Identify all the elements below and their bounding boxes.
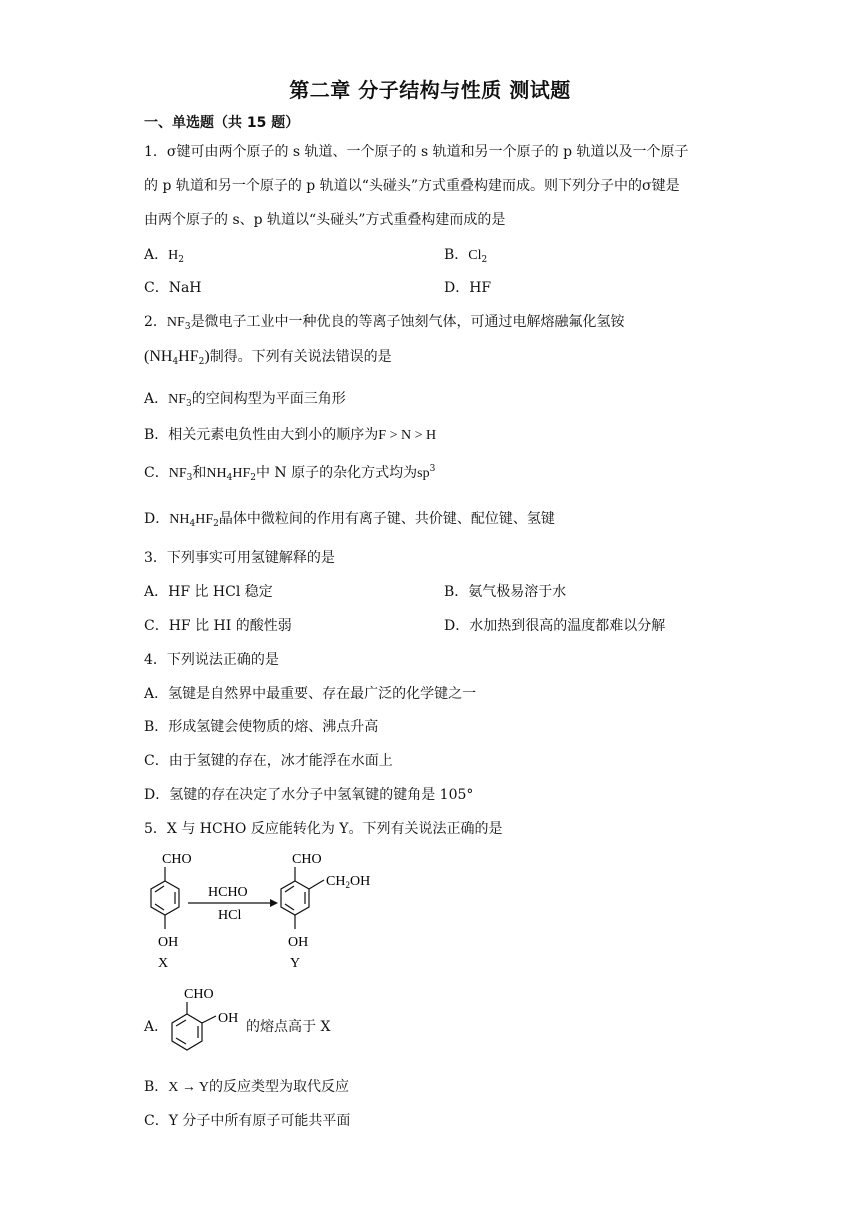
q2-option-c-subscript: 3	[186, 473, 193, 483]
q2-option-a-label: A．	[144, 391, 169, 407]
q3-option-c: C．HF 比 HI 的酸性弱	[144, 618, 292, 634]
q2-option-b	[144, 424, 436, 444]
q1-option-b-label: B．	[444, 247, 469, 263]
y-cho-label: CHO	[292, 852, 322, 867]
y-ch2oh-label	[326, 874, 370, 890]
y-ring-double-bond	[285, 904, 294, 910]
q2-option-d-formula: HF	[195, 512, 214, 527]
x-cho-label: CHO	[162, 852, 192, 867]
q2-formula-subscript: 2	[198, 357, 205, 367]
q2-option-c-subscript: 4	[226, 473, 233, 483]
q2-formula-nf3: NF	[166, 315, 185, 330]
q3-option-a: A．HF 比 HCl 稳定	[144, 584, 273, 600]
q2-stem-text-2: 制得。下列有关说法错误的是	[209, 349, 392, 365]
q4-option-c: C．由于氢键的存在，冰才能浮在水面上	[144, 753, 393, 769]
q2-option-d-formula: NH	[169, 512, 190, 527]
q2-option-c-formula: NF	[168, 466, 187, 481]
q1-option-a	[144, 244, 184, 265]
q2-option-d-text: 晶体中微粒间的作用有离子键、共价键、配位键、氢键	[218, 511, 555, 527]
opt-a-oh-label: OH	[218, 1011, 239, 1026]
q2-formula-part: )	[204, 348, 210, 365]
q4-option-b: B．形成氢键会使物质的熔、沸点升高	[144, 719, 379, 735]
q1-option-a-label: A．	[144, 247, 169, 263]
x-ring-double-bond	[155, 904, 164, 910]
q2-option-c	[144, 462, 435, 483]
y-ring-double-bond	[285, 886, 294, 892]
opt-a-cho-label: CHO	[184, 987, 214, 1002]
opt-a-ring-double-bond	[176, 1038, 186, 1044]
q1-option-a-subscript: 2	[178, 255, 184, 265]
q5-option-b	[144, 1076, 349, 1096]
y-ch2oh-bond	[309, 880, 324, 889]
reagent-hcho: HCHO	[208, 885, 248, 900]
q3-option-b: B．氨气极易溶于水	[444, 584, 567, 600]
q2-formula-subscript: 4	[172, 357, 179, 367]
q2-option-c-formula: HF	[232, 466, 251, 481]
section-heading: 一、单选题（共 15 题）	[144, 115, 300, 131]
q2-option-d-label: D．	[144, 511, 170, 527]
q2-option-a-subscript: 3	[186, 399, 192, 409]
y-compound-label: Y	[290, 956, 301, 971]
q2-option-d-subscript: 2	[213, 519, 219, 529]
q5-option-b-label: B．	[144, 1079, 169, 1095]
q2-formula-subscript: 3	[184, 322, 191, 332]
x-ring-double-bond	[155, 886, 164, 892]
reaction-scheme-figure	[140, 845, 400, 975]
q3-stem: 3．下列事实可用氢键解释的是	[144, 550, 335, 566]
q2-stem-line-2	[144, 346, 392, 367]
q2-stem-text-1: 是微电子工业中一种优良的等离子蚀刻气体，可通过电解熔融氟化氢铵	[190, 314, 625, 330]
q2-option-c-subscript: 2	[250, 473, 256, 483]
q2-option-a-text: 的空间构型为平面三角形	[191, 391, 346, 407]
q2-formula-part: (NH	[144, 348, 173, 365]
q2-option-c-text: 中 N 原子的杂化方式均为	[255, 465, 418, 481]
q2-option-a	[144, 388, 346, 409]
y-oh-label: OH	[288, 935, 309, 950]
q2-option-a-formula: NF	[168, 392, 187, 407]
q1-option-b	[444, 244, 487, 265]
q1-option-c: C．NaH	[144, 280, 202, 296]
q1-stem-line-2: 的 p 轨道和另一个原子的 p 轨道以“头碰头”方式重叠构建而成。则下列分子中的σ键是	[144, 178, 680, 194]
y-ch2oh-part: CH	[326, 874, 346, 889]
q2-option-c-formula: NH	[206, 466, 227, 481]
q1-stem-line-1: 1．σ键可由两个原子的 s 轨道、一个原子的 s 轨道和另一个原子的 p 轨道以及一个原子	[144, 144, 689, 160]
page-title: 第二章 分子结构与性质 测试题	[289, 78, 571, 102]
x-compound-label: X	[158, 956, 169, 971]
reaction-arrowhead	[270, 899, 278, 907]
q2-option-d	[144, 508, 555, 529]
opt-a-ring-double-bond	[176, 1020, 186, 1026]
q4-option-a: A．氢键是自然界中最重要、存在最广泛的化学键之一	[144, 686, 477, 702]
q2-stem-line-1	[144, 311, 625, 332]
q2-option-b-text: B．相关元素电负性由大到小的顺序为	[144, 427, 379, 443]
q2-number: 2．	[144, 314, 167, 330]
q2-option-b-formula: F > N > H	[378, 428, 437, 443]
q2-option-c-formula: sp	[417, 466, 430, 481]
x-oh-label: OH	[158, 935, 179, 950]
q1-option-d: D．HF	[444, 280, 492, 296]
q2-option-c-superscript: 3	[429, 464, 436, 474]
q5-option-a-text: 的熔点高于 X	[246, 1019, 331, 1035]
q2-formula-part: HF	[178, 348, 199, 365]
y-ch2oh-subscript: 2	[345, 880, 350, 890]
q2-option-c-text: 和	[192, 465, 207, 481]
q2-option-d-subscript: 4	[189, 519, 196, 529]
q1-option-b-formula: Cl	[468, 248, 482, 263]
q5-option-a-label: A．	[144, 1019, 169, 1035]
q1-stem-line-3: 由两个原子的 s、p 轨道以“头碰头”方式重叠构建而成的是	[144, 212, 506, 228]
q4-option-d: D．氢键的存在决定了水分子中氢氧键的键角是 105°	[144, 787, 474, 803]
q3-option-d: D．水加热到很高的温度都难以分解	[444, 618, 666, 634]
q5-option-b-text: 的反应类型为取代反应	[209, 1079, 349, 1095]
q4-stem: 4．下列说法正确的是	[144, 652, 279, 668]
q5-option-a-structure	[164, 980, 254, 1060]
q1-option-a-formula: H	[168, 248, 179, 263]
q1-option-b-subscript: 2	[481, 255, 488, 265]
q5-option-c: C．Y 分子中所有原子可能共平面	[144, 1113, 351, 1129]
q2-option-c-label: C．	[144, 465, 169, 481]
opt-a-oh-bond	[202, 1016, 216, 1023]
reagent-hcl: HCl	[218, 908, 242, 923]
q5-stem: 5．X 与 HCHO 反应能转化为 Y。下列有关说法正确的是	[144, 821, 503, 837]
y-ch2oh-part: OH	[349, 874, 371, 889]
q5-option-b-formula: X → Y	[168, 1080, 209, 1095]
